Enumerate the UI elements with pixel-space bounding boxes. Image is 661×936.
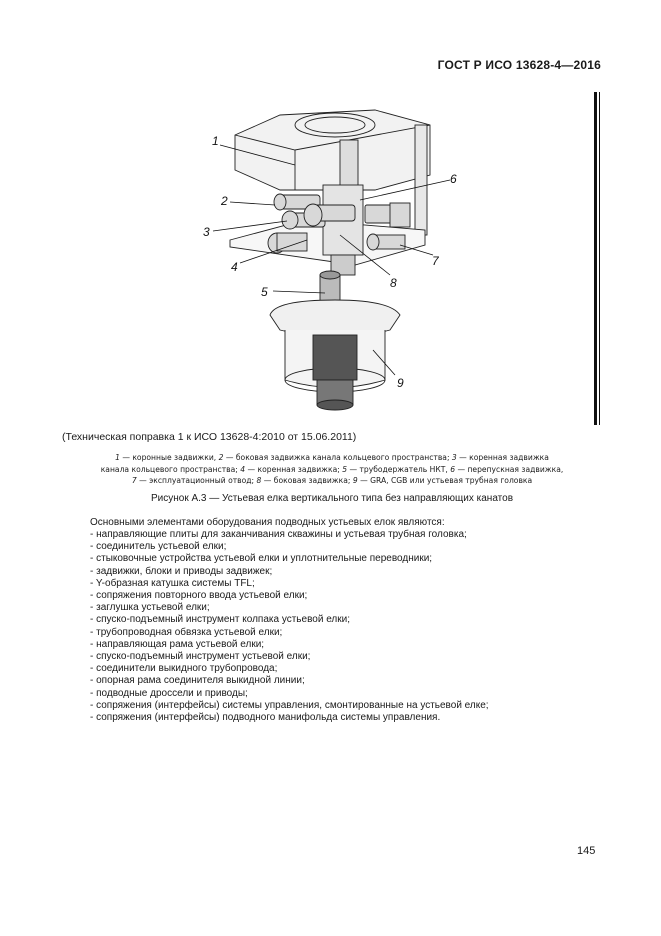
legend-num: 7 — [131, 476, 137, 485]
legend-num: 5 — [342, 464, 348, 474]
technical-note: (Техническая поправка 1 к ИСО 13628-4:2010 от 15.06.2011) — [62, 431, 357, 443]
legend-num: 3 — [451, 453, 457, 462]
legend-text: — коренная задвижка — [456, 453, 549, 462]
list-item: - спуско-подъемный инструмент колпака устьевой елки; — [90, 614, 351, 626]
figure-legend — [62, 452, 602, 487]
callout-3: 3 — [203, 225, 210, 239]
callout-8: 8 — [390, 276, 397, 290]
list-item: - опорная рама соединителя выкидной линии; — [90, 675, 305, 687]
list-item: - Y-образная катушка системы TFL; — [90, 577, 255, 589]
legend-text: — трубодержатель НКТ, — [347, 464, 451, 474]
legend-text: канала кольцевого пространства; — [100, 464, 241, 474]
list-item: - сопряжения (интерфейсы) системы управления, смонтированные на устьевой елке; — [90, 699, 489, 711]
list-item: - стыковочные устройства устьевой елки и уплотнительные переводники; — [90, 553, 433, 565]
list-item: - сопряжения повторного ввода устьевой елки; — [90, 590, 308, 602]
callout-1: 1 — [212, 134, 219, 148]
list-item: - соединитель устьевой елки; — [90, 541, 227, 553]
wellhead-tree-drawing — [195, 95, 455, 420]
list-item: - задвижки, блоки и приводы задвижек; — [90, 565, 273, 577]
callout-7: 7 — [432, 254, 439, 268]
callout-2: 2 — [221, 194, 228, 208]
legend-num: 9 — [352, 476, 358, 485]
standard-header: ГОСТ Р ИСО 13628-4—2016 — [437, 58, 601, 72]
legend-num: 6 — [450, 464, 456, 474]
list-item: - направляющие плиты для заканчивания скважины и устьевая трубная головка; — [90, 529, 467, 540]
list-item: - сопряжения (интерфейсы) подводного манифольда системы управления. — [90, 712, 441, 724]
list-item: - подводные дроссели и приводы; — [90, 687, 248, 699]
legend-text: — перепускная задвижка, — [455, 464, 564, 474]
legend-text: — боковая задвижка канала кольцевого пространства; — [223, 453, 452, 462]
legend-text: — коронные задвижки, — [119, 453, 219, 462]
list-item: - трубопроводная обвязка устьевой елки; — [90, 626, 283, 638]
revision-bar — [594, 92, 597, 425]
legend-num: 4 — [240, 464, 246, 474]
legend-line-1 — [62, 452, 602, 464]
list-item: - заглушка устьевой елки; — [90, 602, 210, 614]
list-item: - соединители выкидного трубопровода; — [90, 663, 278, 675]
figure-caption: Рисунок А.3 — Устьевая елка вертикального типа без направляющих канатов — [150, 493, 514, 504]
legend-text: — эксплуатационный отвод; — [136, 476, 257, 485]
page-number: 145 — [577, 845, 596, 857]
legend-num: 1 — [115, 453, 120, 462]
legend-line-3 — [62, 475, 602, 487]
list-item: - спуско-подъемный инструмент устьевой елки; — [90, 651, 311, 663]
element-list — [90, 529, 489, 724]
legend-text: — GRA, CGB или устьевая трубная головка — [357, 476, 533, 485]
callout-5: 5 — [261, 285, 268, 299]
callout-6: 6 — [450, 172, 457, 186]
legend-num: 8 — [256, 476, 262, 485]
list-item: - направляющая рама устьевой елки; — [90, 638, 265, 650]
intro-paragraph: Основными элементами оборудования подводных устьевых елок являются: — [90, 517, 445, 528]
legend-text: — боковая задвижка; — [261, 476, 353, 485]
legend-text: — коренная задвижка; — [245, 464, 343, 474]
legend-num: 2 — [218, 453, 224, 462]
callout-9: 9 — [397, 376, 404, 390]
revision-bar-thin — [599, 92, 600, 425]
legend-line-2 — [62, 464, 602, 476]
callout-4: 4 — [231, 260, 238, 274]
